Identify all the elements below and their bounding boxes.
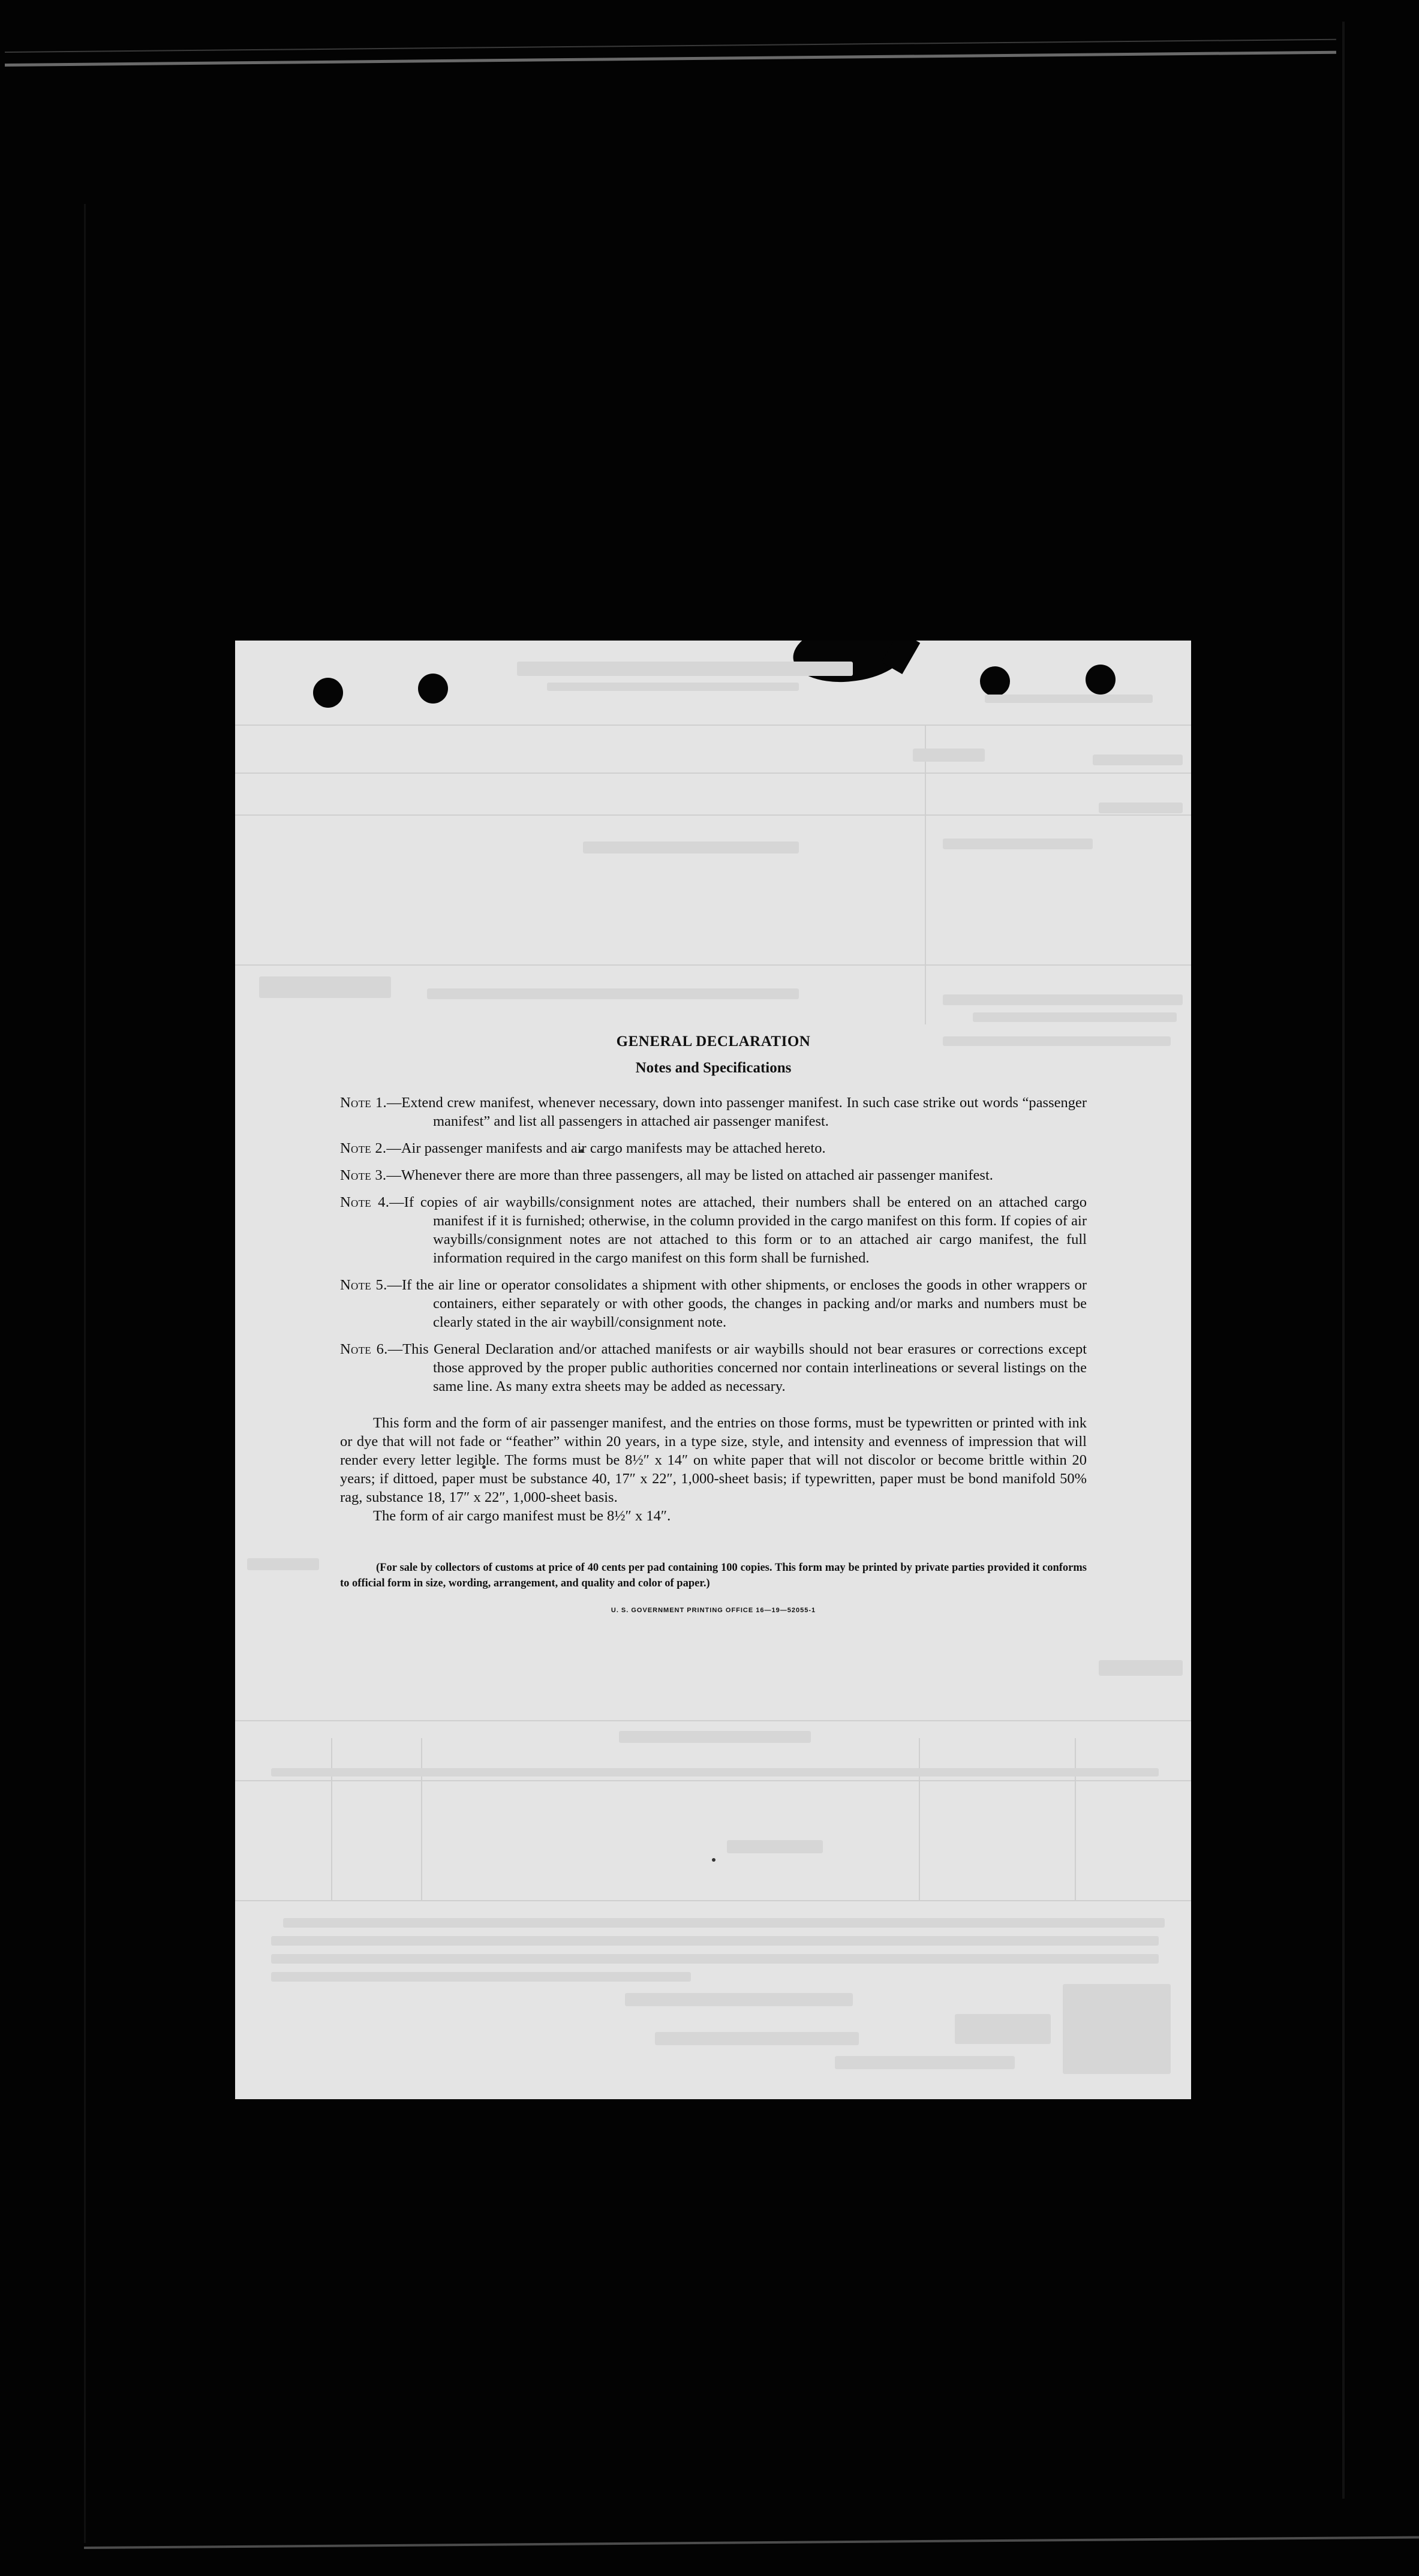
bleed-through-text bbox=[913, 749, 985, 762]
bleed-through-rule bbox=[235, 725, 1191, 726]
bleed-through-rule bbox=[919, 1738, 920, 1900]
bleed-through-rule bbox=[235, 1780, 1191, 1781]
bleed-through-text bbox=[1063, 1984, 1171, 2074]
cargo-size-line: The form of air cargo manifest must be 8½″ x 14″. bbox=[373, 1508, 671, 1524]
note-label: Note 2. bbox=[340, 1140, 387, 1156]
note-text: —Whenever there are more than three passengers, all may be listed on attached air passenger manifest. bbox=[386, 1167, 993, 1183]
bleed-through-text bbox=[619, 1731, 811, 1743]
punch-hole bbox=[1086, 665, 1116, 695]
note-label: Note 1. bbox=[340, 1095, 387, 1111]
bleed-through-rule bbox=[235, 964, 1191, 966]
bleed-through-text bbox=[943, 994, 1183, 1005]
bleed-through-text bbox=[583, 841, 799, 853]
note-5 bbox=[340, 1276, 1087, 1331]
bleed-through-rule bbox=[235, 814, 1191, 816]
bleed-through-text bbox=[985, 695, 1153, 703]
film-edge-line bbox=[5, 51, 1336, 67]
note-text: —Extend crew manifest, whenever necessary, down into passenger manifest. In such case strike out words “passenger manifest” and list all passengers in attached air passenger manifest. bbox=[386, 1095, 1087, 1129]
bleed-through-text bbox=[1093, 755, 1183, 765]
bleed-through-text bbox=[271, 1768, 1159, 1777]
note-text: —If the air line or operator consolidates a shipment with other shipments, or encloses the goods in other wrappers or containers, either separately or with other goods, the changes in packing and/or marks and numbers must be clearly stated in the air waybill/consignment note. bbox=[387, 1277, 1087, 1330]
document-title: GENERAL DECLARATION bbox=[616, 1033, 811, 1050]
bleed-through-text bbox=[271, 1936, 1159, 1946]
film-edge-line bbox=[84, 2536, 1419, 2549]
bleed-through-text bbox=[517, 662, 853, 676]
bleed-through-text bbox=[625, 1993, 853, 2006]
film-edge bbox=[1342, 22, 1345, 2499]
note-text: —Air passenger manifests and air cargo manifests may be attached hereto. bbox=[386, 1140, 826, 1156]
note-text: —If copies of air waybills/consignment notes are attached, their numbers shall be entered on an attached cargo manifest if it is furnished; otherwise, in the column provided in the cargo manifest on this form. If copies of air waybills/consignment notes are not attached to this form or to an attached air cargo manifest, the full information required in the cargo manifest on this form shall be furnished. bbox=[389, 1194, 1087, 1266]
note-6 bbox=[340, 1340, 1087, 1396]
bleed-through-text bbox=[283, 1918, 1165, 1928]
bleed-through-text bbox=[247, 1558, 319, 1570]
bleed-through-text bbox=[271, 1972, 691, 1982]
bleed-through-text bbox=[271, 1954, 1159, 1964]
document-subtitle: Notes and Specifications bbox=[635, 1060, 792, 1076]
bleed-through-text bbox=[259, 976, 391, 998]
specification-paragraph: This form and the form of air passenger manifest, and the entries on those forms, must be typewritten or printed with ink or dye that will not fade or “feather” within 20 years, in a type size, style, and intensity and evenness of impression that will render every letter legible. The forms must be 8½″ x 14″ on white paper that will not discolor or become brittle within 20 years; if dittoed, paper must be substance 40, 17″ x 22″, 1,000-sheet basis; if typewritten, paper must be bond manifold 50% rag, substance 18, 17″ x 22″, 1,000-sheet basis. bbox=[340, 1415, 1087, 1505]
film-edge bbox=[84, 204, 86, 2543]
bleed-through-text bbox=[547, 683, 799, 691]
bleed-through-rule bbox=[235, 1900, 1191, 1901]
bleed-through-rule bbox=[235, 773, 1191, 774]
punch-hole bbox=[313, 678, 343, 708]
note-label: Note 5. bbox=[340, 1277, 387, 1293]
note-text: —This General Declaration and/or attached manifests or air waybills should not bear erasures or corrections except those approved by the proper public authorities concerned nor contain interlineations or several listings on the same line. As many extra sheets may be added as necessary. bbox=[387, 1341, 1087, 1394]
bleed-through-text bbox=[1099, 802, 1183, 813]
bleed-through-text bbox=[973, 1012, 1177, 1022]
bleed-through-rule bbox=[235, 1720, 1191, 1721]
bleed-through-rule bbox=[421, 1738, 422, 1900]
bleed-through-text bbox=[943, 838, 1093, 849]
note-3 bbox=[340, 1166, 1087, 1185]
sale-notice: (For sale by collectors of customs at price of 40 cents per pad containing 100 copies. This form may be printed by private parties provided it conforms to official form in size, wording, arrangement, and quality and color of paper.) bbox=[340, 1562, 1087, 1589]
note-label: Note 4. bbox=[340, 1194, 390, 1210]
note-label: Note 6. bbox=[340, 1341, 388, 1357]
bleed-through-rule bbox=[331, 1738, 332, 1900]
bleed-through-text bbox=[655, 2032, 859, 2045]
bleed-through-text bbox=[955, 2014, 1051, 2044]
bleed-through-rule bbox=[925, 725, 926, 1024]
bleed-through-rule bbox=[1075, 1738, 1076, 1900]
note-1 bbox=[340, 1093, 1087, 1131]
film-edge-line bbox=[5, 39, 1336, 53]
punch-hole bbox=[418, 674, 448, 704]
note-2 bbox=[340, 1139, 1087, 1158]
note-label: Note 3. bbox=[340, 1167, 387, 1183]
printer-line: U. S. GOVERNMENT PRINTING OFFICE 16—19—52055-1 bbox=[611, 1607, 816, 1614]
bleed-through-text bbox=[427, 988, 799, 999]
bleed-through-text bbox=[727, 1840, 823, 1853]
note-4 bbox=[340, 1193, 1087, 1267]
bleed-through-text bbox=[835, 2056, 1015, 2069]
ink-speck bbox=[712, 1858, 715, 1862]
bleed-through-text bbox=[1099, 1660, 1183, 1676]
punch-hole bbox=[980, 666, 1010, 696]
notes-content bbox=[340, 1033, 1087, 1614]
document-page bbox=[235, 641, 1191, 2099]
